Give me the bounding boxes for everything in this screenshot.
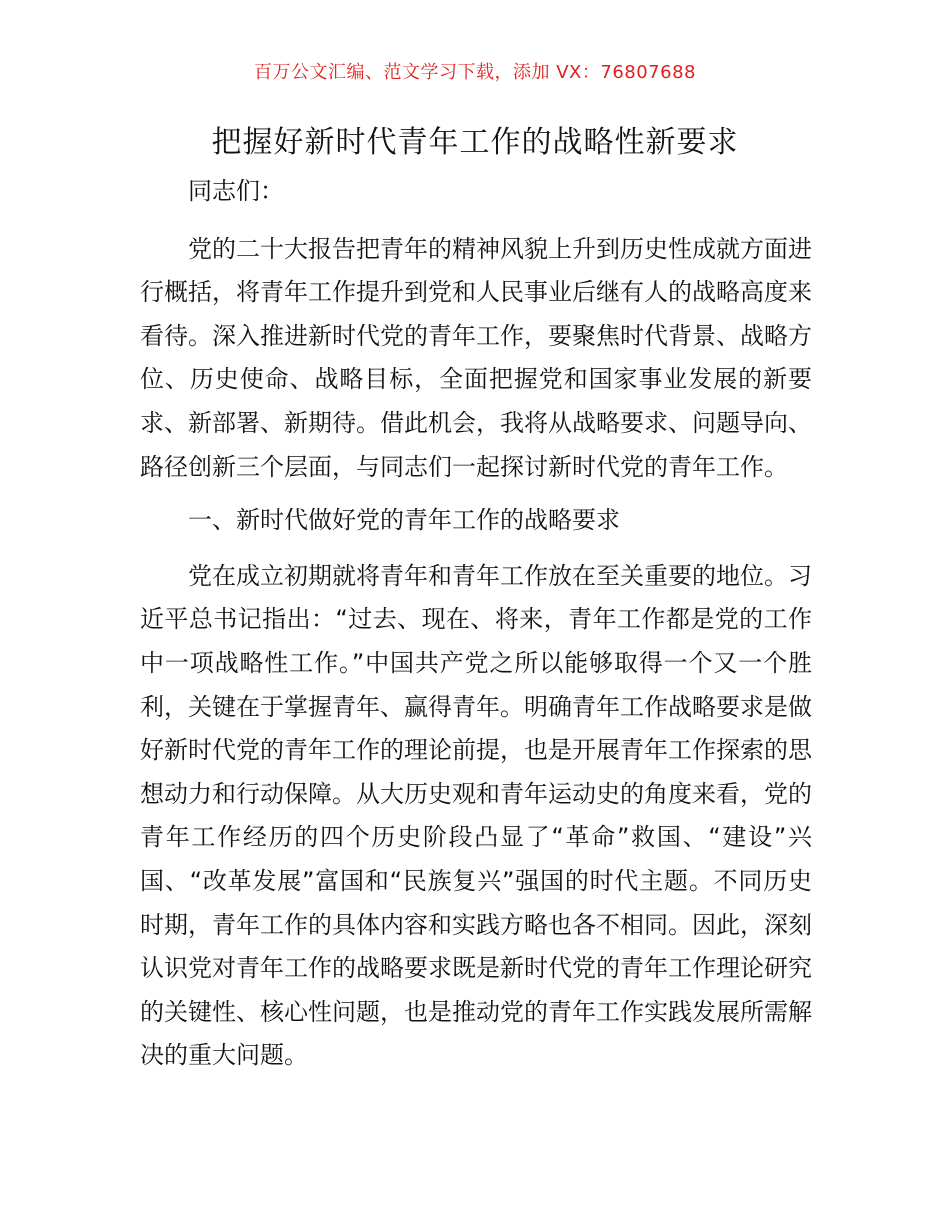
section-1-paragraph: 党在成立初期就将青年和青年工作放在至关重要的地位。习近平总书记指出：“过去、现在、将来，青年工作都是党的工作中一项战略性工作。”中国共产党之所以能够取得一个又一个胜利，关键在于掌握青年、赢得青年。明确青年工作战略要求是做好新时代党的青年工作的理论前提，也是开展青年工作探索的思想动力和行动保障。从大历史观和青年运动史的角度来看，党的青年工作经历的四个历史阶段凸显了“革命”救国、“建设”兴国、“改革发展”富国和“民族复兴”强国的时代主题。不同历史时期，青年工作的具体内容和实践方略也各不相同。因此，深刻认识党对青年工作的战略要求既是新时代党的青年工作理论研究的关键性、核心性问题，也是推动党的青年工作实践发展所需解决的重大问题。 <box>140 561 812 1070</box>
header-watermark-note: 百万公文汇编、范文学习下载，添加 VX：76807688 <box>254 62 696 83</box>
section-heading-1: 一、新时代做好党的青年工作的战略要求 <box>188 506 620 535</box>
document-title: 把握好新时代青年工作的战略性新要求 <box>211 125 739 160</box>
document-body <box>140 170 812 1088</box>
intro-paragraph: 党的二十大报告把青年的精神风貌上升到历史性成就方面进行概括，将青年工作提升到党和人民事业后继有人的战略高度来看待。深入推进新时代党的青年工作，要聚焦时代背景、战略方位、历史使命、战略目标，全面把握党和国家事业发展的新要求、新部署、新期待。借此机会，我将从战略要求、问题导向、路径创新三个层面，与同志们一起探讨新时代党的青年工作。 <box>140 234 812 481</box>
salutation: 同志们： <box>188 177 284 205</box>
